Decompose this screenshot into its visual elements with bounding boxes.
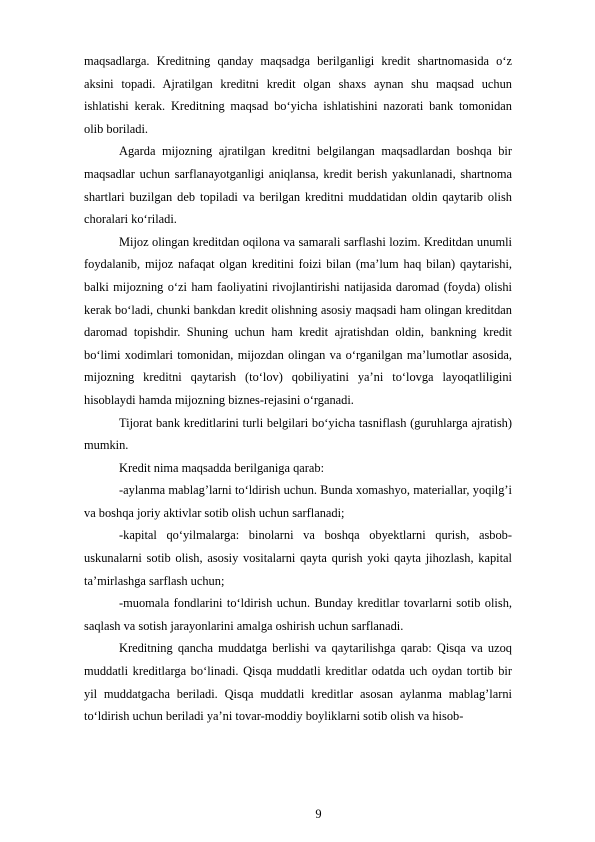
paragraph-1: maqsadlarga. Kreditning qanday maqsadga berilganligi kredit shartnomasida o‘z aksini topadi. Ajratilgan kreditni kredit olgan shaxs aynan shu maqsad uchun ishlatishi kerak. Kreditning maqsad bo‘yicha ishlatishini nazorati bank tomonidan olib boriladi. xyxy=(84,54,512,136)
paragraph-6: -aylanma mablag’larni to‘ldirish uchun. Bunda xomashyo, materiallar, yoqilg’i va boshqa joriy aktivlar sotib olish uchun sarflanadi; xyxy=(84,483,512,520)
page-number: 9 xyxy=(315,807,322,821)
paragraph-7: -kapital qo‘yilmalarga: binolarni va boshqa obyektlarni qurish, asbob-uskunalarni sotib olish, asosiy vositalarni qayta qurish yoki qayta jihozlash, kapital ta’mirlashga sarflash uchun; xyxy=(84,528,512,588)
paragraph-4: Tijorat bank kreditlarini turli belgilari bo‘yicha tasniflash (guruhlarga ajratish) mumkin. xyxy=(84,415,512,453)
paragraph-2: Agarda mijozning ajratilgan kreditni belgilangan maqsadlardan boshqa bir maqsadlar uchun sarflanayotganligi aniqlansa, kredit berish yakunlanadi, shartnoma shartlari buzilgan deb topiladi va berilgan kreditni muddatidan oldin qaytarib olish choralari ko‘riladi. xyxy=(84,144,512,227)
paragraph-3: Mijoz olingan kreditdan oqilona va samarali sarflashi lozim. Kreditdan unumli foydalanib, mijoz nafaqat olgan kreditini foizi bilan (ma’lum haq bilan) qaytarishi, balki mijozning o‘zi ham faoliyatini rivojlantirishi natijasida daromad (foyda) olishi kerak bo‘ladi, chunki bankdan kredit olishning asosiy maqsadi ham olingan kreditdan daromad topishdir. Shuning uchun ham kredit ajratishdan oldin, bankning kredit bo‘limi xodimlari tomonidan, mijozdan olingan va o‘rganilgan ma’lumotlar asosida, mijozning kreditni qaytarish (to‘lov) qobiliyatini ya’ni to‘lovga layoqatliligini hisoblaydi hamda mijozning biznes-rejasini o‘rganadi. xyxy=(84,234,512,407)
paragraph-5: Kredit nima maqsadda berilganiga qarab: xyxy=(119,460,325,475)
paragraph-8: -muomala fondlarini to‘ldirish uchun. Bunday kreditlar tovarlarni sotib olish, saqlash va sotish jarayonlarini amalga oshirish uchun sarflanadi. xyxy=(84,596,512,633)
body-text xyxy=(84,50,512,728)
paragraph-9: Kreditning qancha muddatga berlishi va qaytarilishga qarab: Qisqa va uzoq muddatli kreditlarga bo‘linadi. Qisqa muddatli kreditlar odatda uch oydan tortib bir yil muddatgacha beriladi. Qisqa muddatli kreditlar asosan aylanma mablag’larni to‘ldirish uchun beriladi ya’ni tovar-moddiy boyliklarni sotib olish va hisob- xyxy=(84,641,512,724)
